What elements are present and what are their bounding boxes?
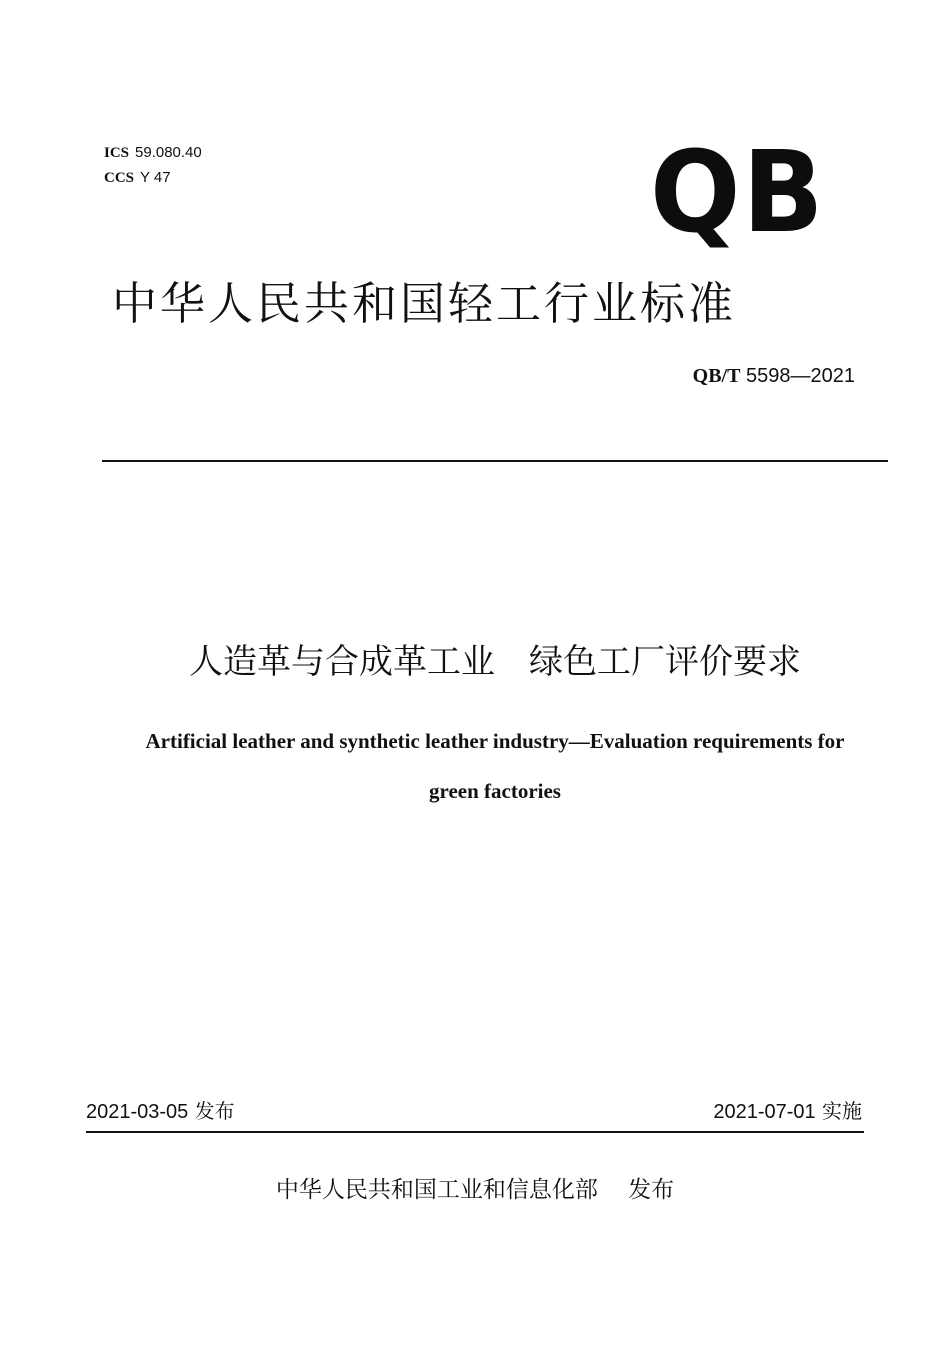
issue-date-value: 2021-03-05 [86, 1101, 189, 1123]
issue-date [86, 1096, 235, 1127]
top-divider [102, 460, 888, 462]
issue-date-label: 发布 [188, 1099, 235, 1123]
bottom-divider [86, 1131, 864, 1133]
standard-number-prefix: QB/T [692, 365, 741, 387]
standard-number [640, 362, 855, 389]
ccs-value: Y 47 [140, 169, 171, 186]
effective-date-label: 实施 [815, 1099, 862, 1123]
document-title-en-line2: green factories [429, 779, 561, 803]
ccs-label: CCS [104, 170, 135, 186]
qb-logo: QB [650, 128, 826, 258]
effective-date [640, 1096, 862, 1127]
issuing-authority: 中华人民共和国工业和信息化部 发布 [275, 1177, 675, 1203]
ccs-code [104, 168, 171, 187]
ics-code [104, 143, 202, 162]
ics-label: ICS [104, 145, 130, 161]
document-title-en-line1: Artificial leather and synthetic leather industry—Evaluation requirements for [145, 729, 845, 753]
standard-number-value: 5598—2021 [740, 365, 855, 387]
document-title-cn: 人造革与合成革工业 绿色工厂评价要求 [189, 642, 801, 682]
ics-value: 59.080.40 [135, 144, 202, 161]
effective-date-value: 2021-07-01 [713, 1101, 816, 1123]
standard-org-title: 中华人民共和国轻工行业标准 [112, 277, 737, 330]
